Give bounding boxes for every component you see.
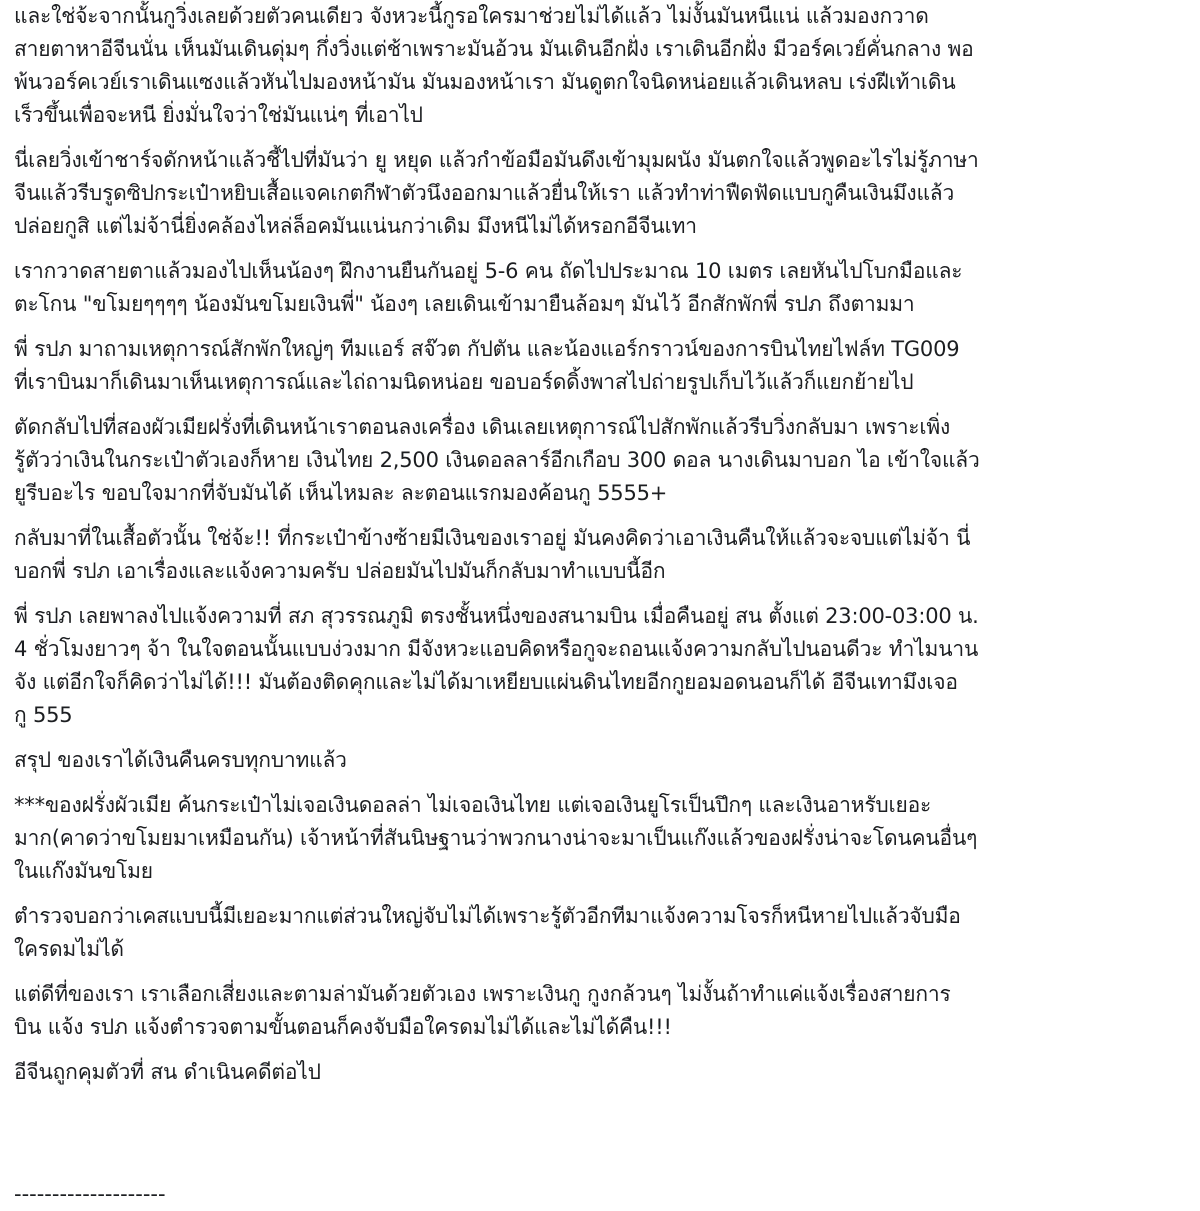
text-line: พ้นวอร์คเวย์เราเดินแซงแล้วหันไปมองหน้ามัน มันมองหน้าเรา มันดูตกใจนิดหน่อยแล้วเดินหลบ เร่งฝีเท้าเดิน	[14, 70, 956, 94]
text-line: พี่ รปภ มาถามเหตุการณ์สักพักใหญ่ๆ ทีมแอร์ สจ๊วต กัปตัน และน้องแอร์กราวน์ของการบินไทยไฟล์ท TG009	[14, 337, 960, 361]
paragraph-summary	[14, 744, 1186, 777]
text-line: เรากวาดสายตาแล้วมองไปเห็นน้องๆ ฝึกงานยืนกันอยู่ 5-6 คน ถัดไปประมาณ 10 เมตร เลยหันไปโบกมือและ	[14, 259, 963, 283]
text-line: มาก(คาดว่าขโมยมาเหมือนกัน) เจ้าหน้าที่สันนิษฐานว่าพวกนางน่าจะมาเป็นแก๊งแล้วของฝรั่งน่าจะโดนคนอื่นๆ	[14, 826, 978, 850]
text-line: พี่ รปภ เลยพาลงไปแจ้งความที่ สภ สุวรรณภูมิ ตรงชั้นหนึ่งของสนามบิน เมื่อคืนอยู่ สน ตั้งแต่ 23:00-03:00 น.	[14, 604, 979, 628]
text-line: ยูรีบอะไร ขอบใจมากที่จับมันได้ เห็นไหมละ ละตอนแรกมองค้อนกู 5555+	[14, 481, 668, 505]
text-line: บิน แจ้ง รปภ แจ้งตำรวจตามขั้นตอนก็คงจับมือใครดมไม่ได้และไม่ได้คืน!!!	[14, 1015, 672, 1039]
text-line: ตะโกน "ขโมยๆๆๆๆ น้องมันขโมยเงินพี่" น้องๆ เลยเดินเข้ามายืนล้อมๆ มันไว้ อีกสักพักพี่ รปภ ถึงตามมา	[14, 292, 915, 316]
text-line: ตำรวจบอกว่าเคสแบบนี้มีเยอะมากแต่ส่วนใหญ่จับไม่ได้เพราะรู้ตัวอีกทีมาแจ้งความโจรก็หนีหายไปแล้วจับมือ	[14, 904, 961, 928]
text-line: อีจีนถูกคุมตัวที่ สน ดำเนินคดีต่อไป	[14, 1060, 321, 1084]
paragraph-call-for-help	[14, 255, 1186, 321]
paragraph-confront	[14, 144, 1186, 243]
text-line: แต่ดีที่ของเรา เราเลือกเสี่ยงและตามล่ามันด้วยตัวเอง เพราะเงินกู กูงกล้วนๆ ไม่งั้นถ้าทำแค่แจ้งเรื่องสายการ	[14, 982, 951, 1006]
paragraph-jacket	[14, 522, 1186, 588]
post-body	[14, 0, 1186, 1101]
cutoff-divider-line	[14, 1182, 166, 1209]
paragraph-chase	[14, 0, 1186, 132]
text-line: และใช่จ้ะจากนั้นกูวิ่งเลยด้วยตัวคนเดียว จังหวะนี้กูรอใครมาช่วยไม่ได้แล้ว ไม่งั้นมันหนีแน่ แล้วมองกวาด	[14, 4, 929, 28]
divider-text: --------------------	[14, 1182, 166, 1206]
text-line: สรุป ของเราได้เงินคืนครบทุกบาทแล้ว	[14, 748, 347, 772]
text-line: รู้ตัวว่าเงินในกระเป๋าตัวเองก็หาย เงินไทย 2,500 เงินดอลลาร์อีกเกือบ 300 ดอล นางเดินมาบอก ไอ เข้าใจแล้ว	[14, 448, 980, 472]
text-line: นี่เลยวิ่งเข้าชาร์จดักหน้าแล้วชี้ไปที่มันว่า ยู หยุด แล้วกำข้อมือมันดึงเข้ามุมผนัง มันตกใจแล้วพูดอะไรไม่รู้ภาษา	[14, 148, 979, 172]
text-line: ***ของฝรั่งผัวเมีย ค้นกระเป๋าไม่เจอเงินดอลล่า ไม่เจอเงินไทย แต่เจอเงินยูโรเป็นปึกๆ และเงินอาหรับเยอะ	[14, 793, 932, 817]
text-line: กลับมาที่ในเสื้อตัวนั้น ใช่จ้ะ!! ที่กระเป๋าข้างซ้ายมีเงินของเราอยู่ มันคงคิดว่าเอาเงินคืนให้แล้วจะจบแต่ไม่จ้า นี่	[14, 526, 971, 550]
paragraph-outcome	[14, 1056, 1186, 1089]
paragraph-security	[14, 333, 1186, 399]
text-line: ใครดมไม่ได้	[14, 937, 124, 961]
text-line: จัง แต่อีกใจก็คิดว่าไม่ได้!!! มันต้องติดคุกและไม่ได้มาเหยียบแผ่นดินไทยอีกกูยอมอดนอนก็ได้ อีจีนเทามึงเจอ	[14, 670, 958, 694]
text-line: สายตาหาอีจีนนั่น เห็นมันเดินดุ่มๆ กึ่งวิ่งแต่ช้าเพราะมันอ้วน มันเดินอีกฝั่ง เราเดินอีกฝั่ง มีวอร์คเวย์คั่นกลาง พอ	[14, 37, 974, 61]
text-line: ในแก๊งมันขโมย	[14, 859, 153, 883]
paragraph-lucky	[14, 978, 1186, 1044]
text-line: ตัดกลับไปที่สองผัวเมียฝรั่งที่เดินหน้าเราตอนลงเครื่อง เดินเลยเหตุการณ์ไปสักพักแล้วรีบวิ่งกลับมา เพราะเพิ่ง	[14, 415, 951, 439]
text-line: ที่เราบินมาก็เดินมาเห็นเหตุการณ์และไถ่ถามนิดหน่อย ขอบอร์ดดิ้งพาสไปถ่ายรูปเก็บไว้แล้วก็แยกย้ายไป	[14, 370, 914, 394]
text-line: เร็วขึ้นเพื่อจะหนี ยิ่งมั่นใจว่าใช่มันแน่ๆ ที่เอาไป	[14, 103, 423, 127]
text-line: บอกพี่ รปภ เอาเรื่องและแจ้งความครับ ปล่อยมันไปมันก็กลับมาทำแบบนี้อีก	[14, 559, 666, 583]
text-line: กู 555	[14, 703, 73, 727]
paragraph-foreign-couple	[14, 411, 1186, 510]
text-line: ปล่อยกูสิ แต่ไม่จ้านี่ยิ่งคล้องไหล่ล็อคมันแน่นกว่าเดิม มึงหนีไม่ได้หรอกอีจีนเทา	[14, 214, 697, 238]
paragraph-police-report	[14, 600, 1186, 732]
paragraph-note-couple	[14, 789, 1186, 888]
paragraph-police-comment	[14, 900, 1186, 966]
text-line: จีนแล้วรีบรูดซิปกระเป๋าหยิบเสื้อแจคเกตกีฬาตัวนึงออกมาแล้วยื่นให้เรา แล้วทำท่าฟืดฟัดแบบกูคืนเงินมึงแล้ว	[14, 181, 955, 205]
text-line: 4 ชั่วโมงยาวๆ จ้า ในใจตอนนั้นแบบง่วงมาก มีจังหวะแอบคิดหรือกูจะถอนแจ้งความกลับไปนอนดีวะ ทำไมนาน	[14, 637, 979, 661]
